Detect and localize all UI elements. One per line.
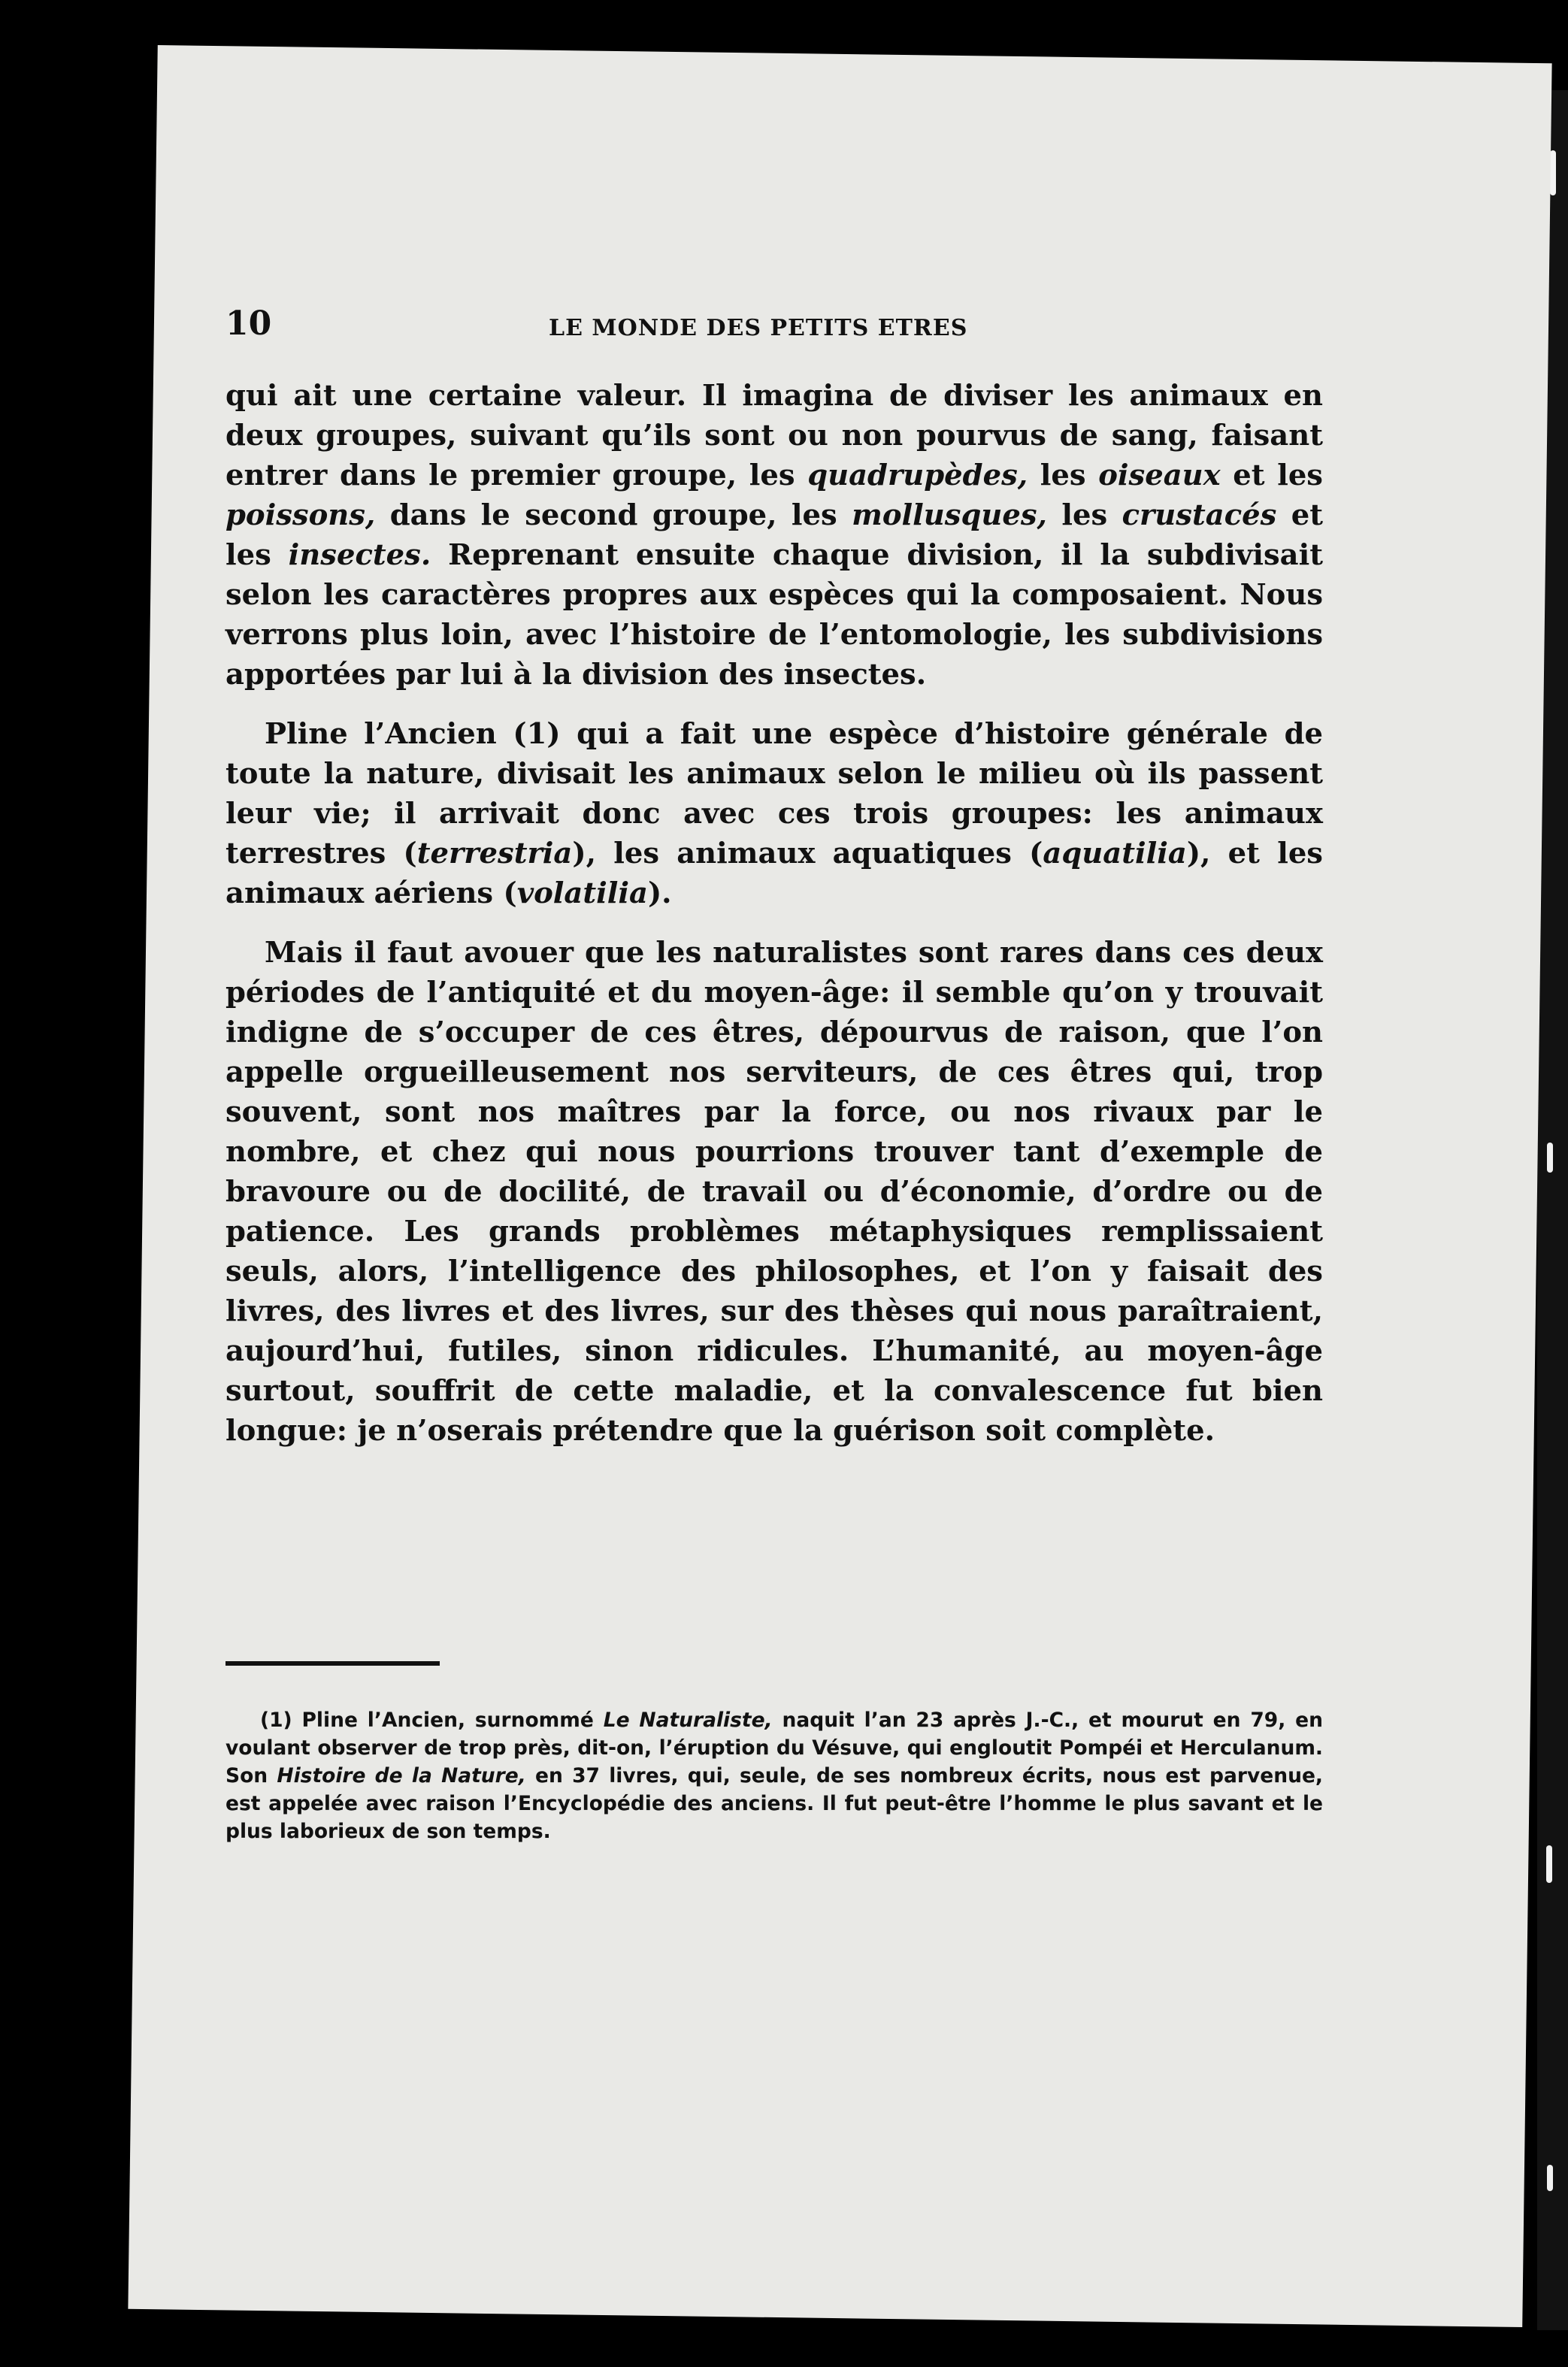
italic-term: oiseaux xyxy=(1098,459,1221,492)
italic-term: Le Naturaliste, xyxy=(603,1709,773,1732)
italic-term: Histoire de la Nature, xyxy=(277,1764,526,1787)
text-run: les xyxy=(1028,459,1099,492)
italic-term: crustacés xyxy=(1122,498,1277,532)
footnote xyxy=(226,1706,1323,1845)
paragraph-3: Mais il faut avouer que les naturalistes sont rares dans ces deux périodes de l’antiquité et du moyen-âge: il semble qu’on y trouvait indigne de s’occuper de ces êtres, dépourvus de raison, que l’on appelle orgueilleusement nos serviteurs, de ces êtres qui, trop souvent, sont nos maîtres par la force, ou nos rivaux par le nombre, et chez qui nous pourrions trouver tant d’exemple de bravoure ou de docilité, de travail ou d’économie, d’ordre ou de patience. Les grands problèmes métaphysiques remplissaient seuls, alors, l’intelligence des philosophes, et l’on y faisait des livres, des livres et des livres, sur des thèses qui nous paraîtraient, aujourd’hui, futiles, sinon ridicules. L’humanité, au moyen-âge surtout, souffrit de cette maladie, et la convalescence fut bien longue: je n’oserais prétendre que la guérison soit complète. xyxy=(226,936,1323,1448)
paragraph-2 xyxy=(226,714,1323,913)
italic-term: insectes. xyxy=(288,538,431,572)
text-run: en 37 livres, qui, seule, de ses nombreux écrits, nous est parvenue, est appelée avec raison l’Encyclopédie des anciens. Il fut peut-être l’homme le plus savant et le plus laborieux de son temps. xyxy=(226,1764,1323,1843)
text-run: ), et les animaux aériens ( xyxy=(226,837,1323,910)
text-run: ), les animaux aquatiques ( xyxy=(572,837,1043,870)
binding-mark xyxy=(1546,1845,1552,1883)
italic-term: poissons, xyxy=(226,498,376,532)
text-run: qui ait une certaine valeur. Il imagina de diviser les animaux en deux groupes, suivant qu’ils sont ou non pourvus de sang, faisant entrer dans le premier groupe, les xyxy=(226,379,1323,492)
binding-mark xyxy=(1547,1143,1553,1173)
page-number: 10 xyxy=(226,304,272,343)
text-run: Reprenant ensuite chaque division, il la subdivisait selon les caractères propres aux espèces qui la composaient. Nous verrons plus loin, avec l’histoire de l’entomologie, les subdivisions apportées par lui à la division des insectes. xyxy=(226,538,1323,692)
text-run: et les xyxy=(1220,459,1323,492)
text-run: naquit l’an 23 après J.-C., et mourut en 79, en voulant observer de trop près, dit-on, l’éruption du Vésuve, qui engloutit Pompéi et Herculanum. Son xyxy=(226,1709,1323,1787)
binding-mark xyxy=(1550,150,1556,195)
body-text xyxy=(226,376,1323,1470)
text-run: ). xyxy=(647,876,672,910)
text-run: dans le second groupe, les xyxy=(375,498,852,532)
italic-term: volatilia xyxy=(516,876,648,910)
binding-mark xyxy=(1547,2165,1553,2191)
italic-term: terrestria xyxy=(416,837,573,870)
text-run: les xyxy=(1046,498,1122,532)
page-header xyxy=(226,304,1323,365)
text-run: Pline l’Ancien (1) qui a fait une espèce d’histoire générale de toute la nature, divisait les animaux selon le milieu où ils passent leur vie; il arrivait donc avec ces trois groupes: les animaux terrestres ( xyxy=(226,717,1323,870)
paragraph-1 xyxy=(226,376,1323,695)
running-title: LE MONDE DES PETITS ETRES xyxy=(549,315,968,341)
italic-term: mollusques, xyxy=(852,498,1047,532)
italic-term: aquatilia xyxy=(1043,837,1187,870)
italic-term: quadrupèdes, xyxy=(807,459,1028,492)
footnote-rule xyxy=(226,1661,440,1666)
text-run: (1) Pline l’Ancien, surnommé xyxy=(260,1709,604,1732)
text-run: et les xyxy=(226,498,1323,572)
